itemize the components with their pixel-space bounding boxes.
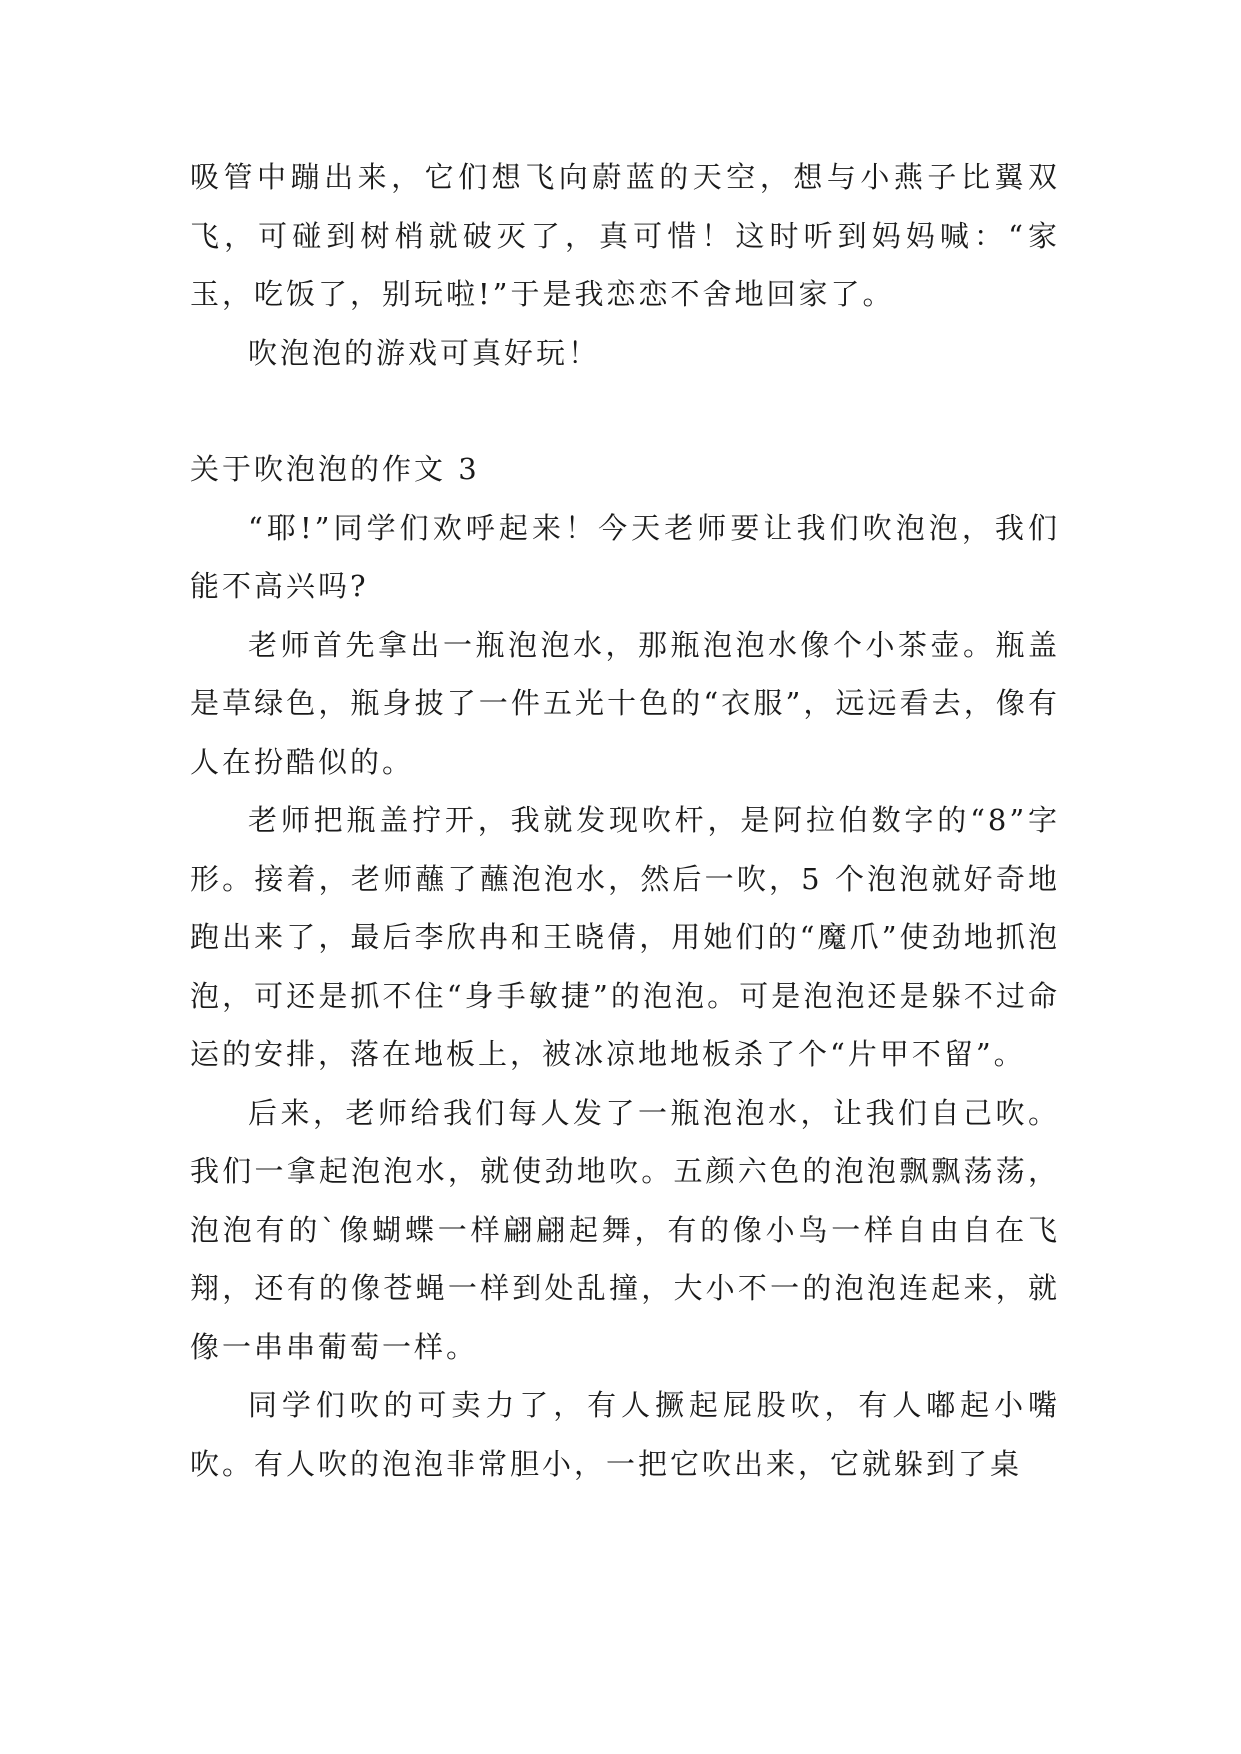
body-paragraph-3: 老师把瓶盖拧开，我就发现吹杆，是阿拉伯数字的“8”字形。接着，老师蘸了蘸泡泡水，然后一吹，5 个泡泡就好奇地跑出来了，最后李欣冉和王晓倩，用她们的“魔爪”使劲地抓泡泡，可还是抓不住“身手敏捷”的泡泡。可是泡泡还是躲不过命运的安排，落在地板上，被冰凉地地板杀了个“片甲不留”。 <box>190 803 1060 1071</box>
body-paragraph-1: “耶!”同学们欢呼起来！今天老师要让我们吹泡泡，我们能不高兴吗? <box>190 510 1060 603</box>
closing-paragraph: 吹泡泡的游戏可真好玩！ <box>248 335 601 370</box>
body-paragraph-2: 老师首先拿出一瓶泡泡水，那瓶泡泡水像个小茶壶。瓶盖是草绿色，瓶身披了一件五光十色的“衣服”，远远看去，像有人在扮酷似的。 <box>190 627 1060 779</box>
body-paragraph-4: 后来，老师给我们每人发了一瓶泡泡水，让我们自己吹。我们一拿起泡泡水，就使劲地吹。五颜六色的泡泡飘飘荡荡，泡泡有的`像蝴蝶一样翩翩起舞，有的像小鸟一样自由自在飞翔，还有的像苍蝇一样到处乱撞，大小不一的泡泡连起来，就像一串串葡萄一样。 <box>190 1095 1060 1364</box>
essay-heading: 关于吹泡泡的作文 3 <box>190 452 480 486</box>
continuation-paragraph: 吸管中蹦出来，它们想飞向蔚蓝的天空，想与小燕子比翼双飞，可碰到树梢就破灭了，真可惜！这时听到妈妈喊：“家玉，吃饭了，别玩啦!”于是我恋恋不舍地回家了。 <box>190 160 1060 311</box>
document-page <box>190 148 1060 1493</box>
body-paragraph-5: 同学们吹的可卖力了，有人撅起屁股吹，有人嘟起小嘴吹。有人吹的泡泡非常胆小，一把它吹出来，它就躲到了桌 <box>190 1388 1060 1481</box>
